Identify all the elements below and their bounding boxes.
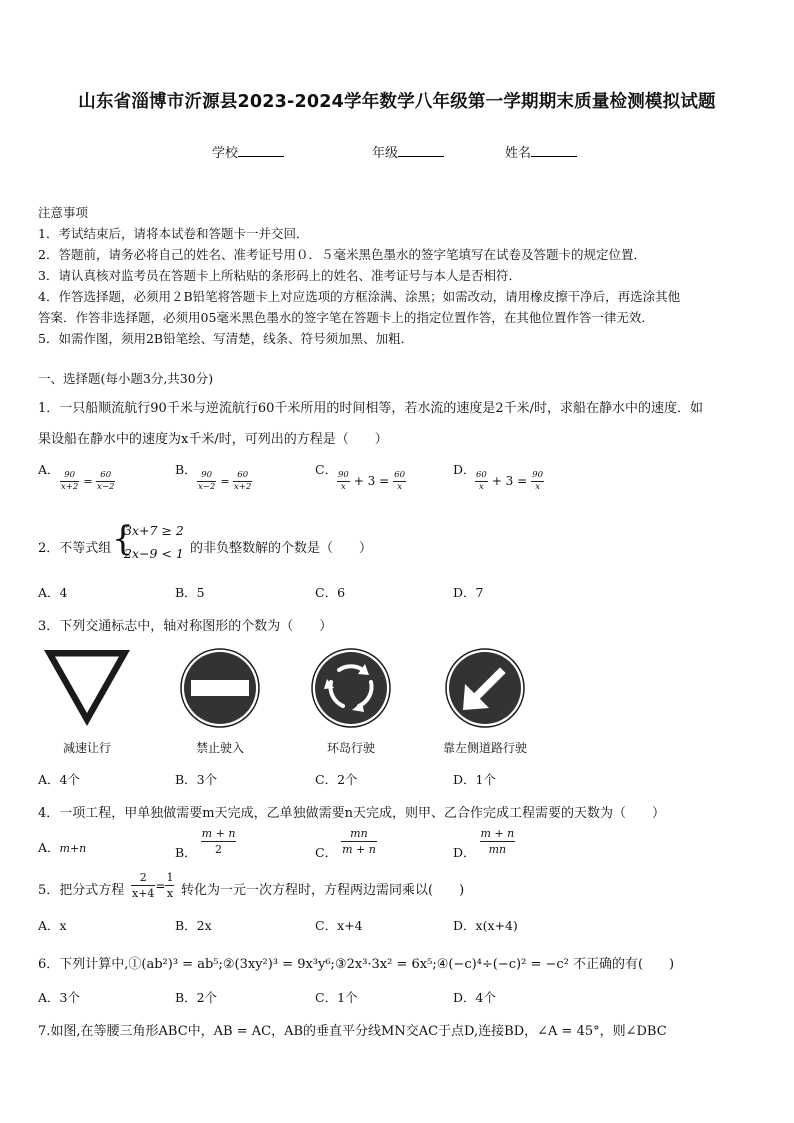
fraction: $\frac{2}{x+4}$ xyxy=(132,871,155,900)
q5-option-b[interactable]: B．2x xyxy=(175,918,212,933)
option-letter: C． xyxy=(315,845,338,860)
operator: = xyxy=(155,879,166,893)
grade-field[interactable] xyxy=(372,142,444,161)
option-letter: A． xyxy=(38,840,60,855)
q3-stem: 3．下列交通标志中，轴对称图形的个数为（ ） xyxy=(38,619,333,634)
fraction: $\frac{60}{x}$ xyxy=(394,470,405,492)
name-blank[interactable] xyxy=(531,144,577,157)
option-letter: D． xyxy=(453,462,476,477)
page-title: 山东省淄博市沂源县2023-2024学年数学八年级第一学期期末质量检测模拟试题 xyxy=(78,92,716,112)
fraction: $\frac{m + n}{mn}$ xyxy=(480,827,515,856)
q4-stem: 4．一项工程，甲单独做需要m天完成，乙单独做需要n天完成，则甲、乙合作完成工程需要的天数为（ ） xyxy=(38,806,665,821)
q6-option-d[interactable]: D．4个 xyxy=(453,990,496,1005)
q2-inequality-1: 3x+7 ≥ 2 xyxy=(124,523,184,538)
grade-blank[interactable] xyxy=(398,144,444,157)
q2-option-d[interactable]: D．7 xyxy=(453,585,484,600)
sign-label: 减速让行 xyxy=(62,741,111,755)
q4-option-d[interactable] xyxy=(453,826,515,860)
note-item: 2．答题前，请务必将自己的姓名、准考证号用０．５毫米黑色墨水的签字笔填写在试卷及答题卡的规定位置． xyxy=(38,247,646,262)
q4-option-c[interactable] xyxy=(315,826,377,860)
q2-option-a[interactable]: A．4 xyxy=(38,585,68,600)
fraction: $\frac{90}{x-2}$ xyxy=(198,470,216,492)
fraction: $\frac{90}{x+2}$ xyxy=(61,470,79,492)
q2-inequality-2: 2x−9 < 1 xyxy=(124,546,184,561)
q6-option-a[interactable]: A．3个 xyxy=(38,990,80,1005)
operator: + 3 = xyxy=(491,474,528,488)
q3-option-d[interactable]: D．1个 xyxy=(453,772,496,787)
fraction: $\frac{90}{x}$ xyxy=(338,470,349,492)
sign-label: 禁止驶入 xyxy=(195,741,244,755)
q5-suffix: 转化为一元一次方程时，方程两边需同乘以( ) xyxy=(181,883,465,898)
notes-heading: 注意事项 xyxy=(38,205,89,220)
q2-option-c[interactable]: C．6 xyxy=(315,585,346,600)
fraction: $\frac{mn}{m + n}$ xyxy=(342,827,376,856)
school-label: 学校 xyxy=(212,146,239,161)
q5-option-d[interactable]: D．x(x+4) xyxy=(453,918,518,933)
option-letter: B． xyxy=(175,845,197,860)
q3-option-b[interactable]: B．3个 xyxy=(175,772,218,787)
q3-option-c[interactable]: C．2个 xyxy=(315,772,358,787)
q1-option-b[interactable]: B． $\frac{90}{x-2}$ = $\frac{60}{x+2}$ xyxy=(175,462,252,492)
q1-option-a[interactable]: A． $\frac{90}{x+2}$ = $\frac{60}{x-2}$ xyxy=(38,462,115,492)
grade-label: 年级 xyxy=(372,146,399,161)
q1-option-d[interactable] xyxy=(453,460,543,492)
q5-option-c[interactable]: C．x+4 xyxy=(315,918,363,933)
fraction: $\frac{90}{x}$ xyxy=(532,470,543,492)
q2-suffix: 的非负整数解的个数是（ ） xyxy=(190,541,373,556)
brace-symbol: { xyxy=(112,519,134,559)
q5-equation xyxy=(131,870,174,901)
name-label: 姓名 xyxy=(505,146,532,161)
sign-label: 靠左侧道路行驶 xyxy=(442,741,527,755)
note-item: 4．作答选择题，必须用２B铅笔将答题卡上对应选项的方框涂满、涂黑；如需改动，请用橡皮擦干净后，再选涂其他 xyxy=(38,289,681,304)
yield-sign-icon xyxy=(42,648,132,728)
no-entry-sign-icon xyxy=(180,648,260,728)
q6-option-b[interactable]: B．2个 xyxy=(175,990,218,1005)
q1-line2: 果设船在静水中的速度为x千米/时，可列出的方程是（ ） xyxy=(38,432,388,447)
option-letter: D． xyxy=(453,845,476,860)
option-letter: C． xyxy=(315,462,338,477)
fraction: $\frac{60}{x}$ xyxy=(476,470,487,492)
q1-option-c[interactable] xyxy=(315,460,405,492)
keep-left-sign-icon xyxy=(445,648,525,728)
school-field[interactable] xyxy=(212,142,284,161)
fraction: $\frac{1}{x}$ xyxy=(166,871,174,900)
fraction: $\frac{60}{x+2}$ xyxy=(234,470,252,492)
option-letter: B． xyxy=(175,462,197,477)
q5-prefix: 5．把分式方程 xyxy=(38,883,125,898)
q3-option-a[interactable]: A．4个 xyxy=(38,772,80,787)
q6-stem: 6．下列计算中,①(ab²)³ = ab⁵;②(3xy²)³ = 9x³y⁶;③2x³·3x² = 6x⁵;④(−c)⁴÷(−c)² = −c² 不正确的有( ) xyxy=(38,957,675,972)
q5-option-a[interactable]: A．x xyxy=(38,918,67,933)
q2-option-b[interactable]: B．5 xyxy=(175,585,205,600)
note-item: 5．如需作图，须用2B铅笔绘、写清楚，线条、符号须加黑、加粗． xyxy=(38,331,414,346)
note-item: 3．请认真核对监考员在答题卡上所粘贴的条形码上的姓名、准考证号与本人是否相符． xyxy=(38,268,521,283)
q1-line1: 1．一只船顺流航行90千米与逆流航行60千米所用的时间相等，若水流的速度是2千米/时，求船在静水中的速度．如 xyxy=(38,401,704,416)
fraction: $\frac{m + n}{2}$ xyxy=(201,827,236,856)
school-blank[interactable] xyxy=(238,144,284,157)
q4-option-b[interactable] xyxy=(175,826,236,860)
operator: + 3 = xyxy=(353,474,390,488)
note-item: 答案．作答非选择题，必须用05毫米黑色墨水的签字笔在答题卡上的指定位置作答，在其他位置作答一律无效． xyxy=(38,310,654,325)
option-letter: A． xyxy=(38,462,60,477)
sign-label: 环岛行驶 xyxy=(326,741,375,755)
note-item: 1．考试结束后，请将本试卷和答题卡一并交回． xyxy=(38,226,309,241)
section-heading: 一、选择题(每小题3分,共30分) xyxy=(38,371,214,386)
fraction: $\frac{60}{x-2}$ xyxy=(97,470,115,492)
q7-stem: 7.如图,在等腰三角形ABC中，AB = AC，AB的垂直平分线MN交AC于点D,连接BD，∠A = 45°，则∠DBC xyxy=(38,1024,667,1039)
option-value: m+n xyxy=(59,842,87,855)
q4-option-a[interactable] xyxy=(38,838,86,856)
q2-prefix: 2．不等式组 xyxy=(38,541,112,556)
name-field[interactable] xyxy=(505,142,577,161)
roundabout-sign-icon xyxy=(311,648,391,728)
q6-option-c[interactable]: C．1个 xyxy=(315,990,358,1005)
